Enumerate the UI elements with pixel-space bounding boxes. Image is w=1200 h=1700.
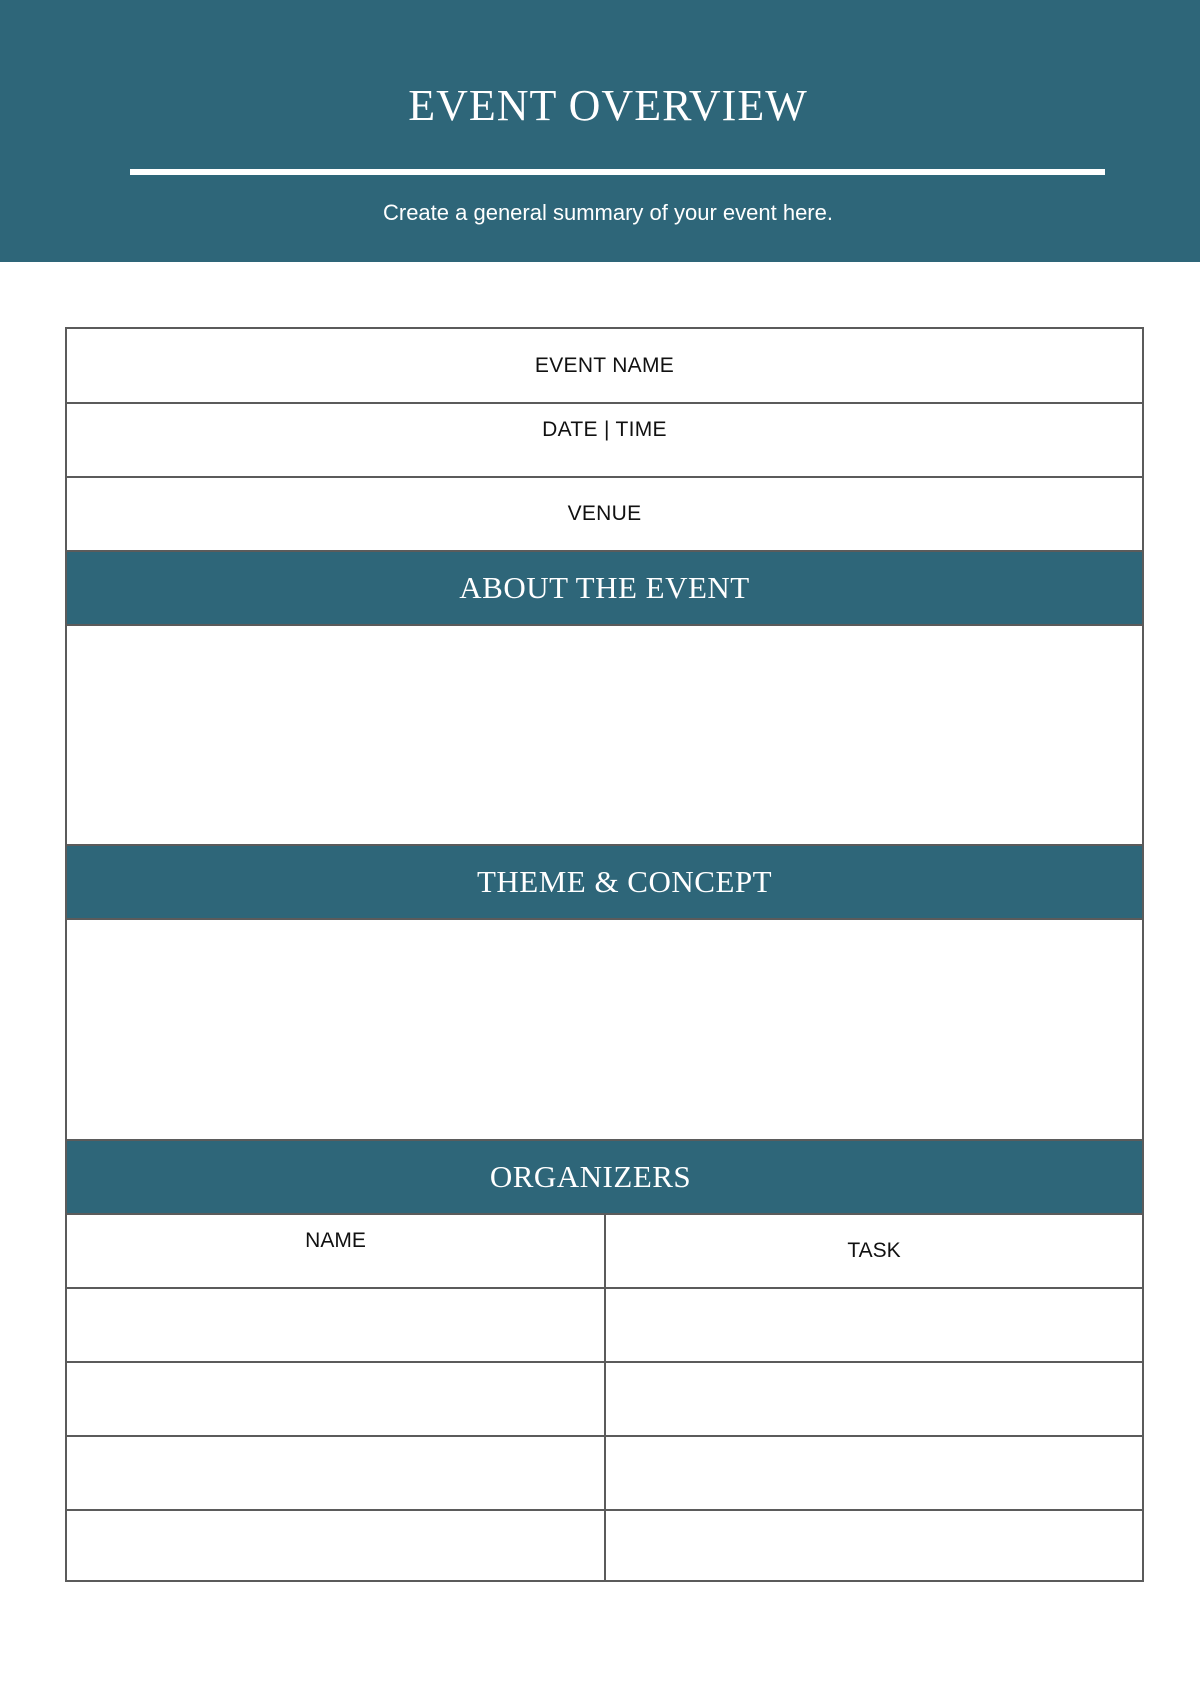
organizers-section-header [67,1141,1142,1215]
name-column-label: NAME [305,1229,366,1252]
theme-concept-area[interactable] [67,920,1142,1141]
name-column-header [67,1215,606,1287]
event-name-label: EVENT NAME [534,353,675,377]
date-time-field[interactable] [67,404,1142,478]
about-section-title: ABOUT THE EVENT [459,570,750,605]
table-row [67,1289,1142,1363]
organizer-name-cell[interactable] [67,1363,606,1435]
organizer-name-cell[interactable] [67,1289,606,1361]
about-section-header [67,552,1142,626]
organizers-section-title: ORGANIZERS [489,1159,692,1194]
organizers-header-row [67,1215,1142,1289]
organizer-task-cell[interactable] [606,1289,1142,1361]
header-banner [0,0,1200,262]
about-event-area[interactable] [67,626,1142,846]
organizer-name-cell[interactable] [67,1511,606,1580]
organizer-name-cell[interactable] [67,1437,606,1509]
header-divider [130,169,1105,175]
venue-label: VENUE [567,502,642,525]
table-row [67,1437,1142,1511]
event-overview-form [65,327,1144,1582]
theme-section-title: THEME & CONCEPT [476,864,773,899]
table-row [67,1511,1142,1580]
theme-section-header [67,846,1142,920]
page-subtitle: Create a general summary of your event here. [382,200,833,225]
table-row [67,1363,1142,1437]
date-time-label: DATE | TIME [542,418,667,441]
page-title: EVENT OVERVIEW [408,81,808,130]
organizer-task-cell[interactable] [606,1363,1142,1435]
organizer-task-cell[interactable] [606,1511,1142,1580]
venue-field[interactable] [67,478,1142,552]
organizer-task-cell[interactable] [606,1437,1142,1509]
task-column-label: TASK [847,1239,901,1262]
task-column-header [606,1215,1142,1287]
event-name-field[interactable] [67,329,1142,404]
